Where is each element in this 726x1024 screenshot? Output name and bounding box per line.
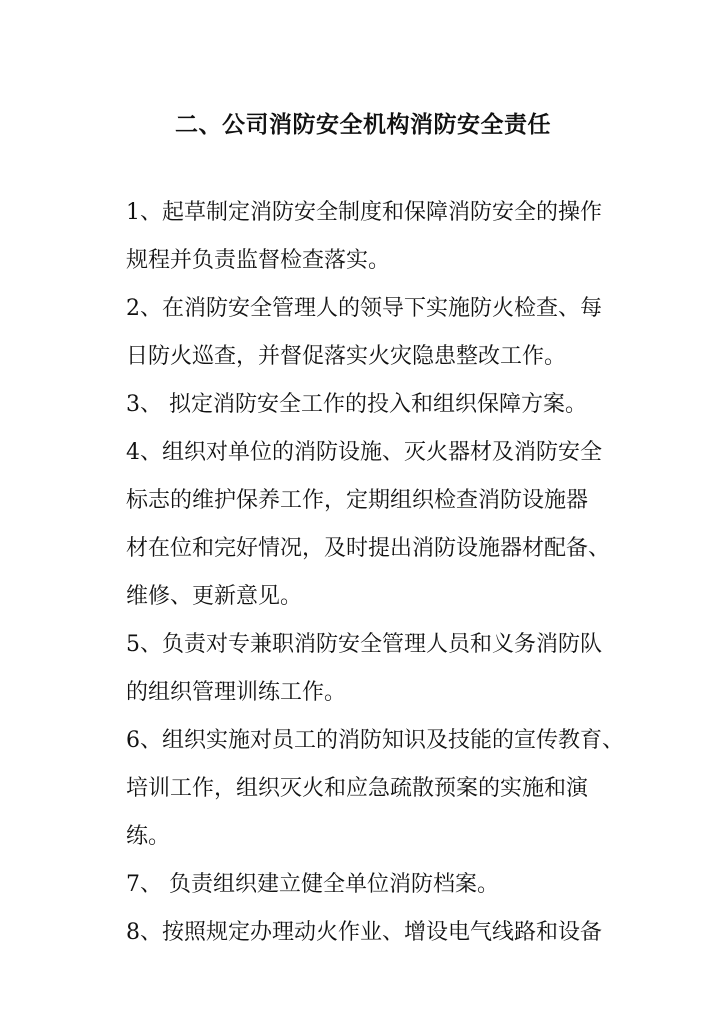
body-line: 日防火巡查，并督促落实火灾隐患整改工作。	[126, 344, 567, 369]
body-line: 规程并负责监督检查落实。	[126, 248, 391, 273]
document-body	[126, 189, 624, 957]
body-line: 1、起草制定消防安全制度和保障消防安全的操作	[126, 200, 602, 225]
body-line: 3、 拟定消防安全工作的投入和组织保障方案。	[126, 392, 587, 417]
body-line: 练。	[126, 824, 171, 849]
body-line: 5、负责对专兼职消防安全管理人员和义务消防队	[126, 632, 602, 657]
body-line: 的组织管理训练工作。	[126, 680, 347, 705]
body-line: 8、按照规定办理动火作业、增设电气线路和设备	[126, 920, 602, 945]
body-line: 7、 负责组织建立健全单位消防档案。	[126, 872, 499, 897]
document-title: 二、公司消防安全机构消防安全责任	[175, 111, 551, 138]
body-line: 标志的维护保养工作，定期组织检查消防设施器	[126, 488, 589, 513]
body-line: 材在位和完好情况，及时提出消防设施器材配备、	[126, 536, 611, 561]
body-line: 培训工作，组织灭火和应急疏散预案的实施和演	[126, 776, 589, 801]
body-line: 2、在消防安全管理人的领导下实施防火检查、每	[126, 296, 602, 321]
body-line: 维修、更新意见。	[126, 584, 303, 609]
body-line: 6、组织实施对员工的消防知识及技能的宣传教育、	[126, 728, 624, 753]
body-line: 4、组织对单位的消防设施、灭火器材及消防安全	[126, 440, 602, 465]
